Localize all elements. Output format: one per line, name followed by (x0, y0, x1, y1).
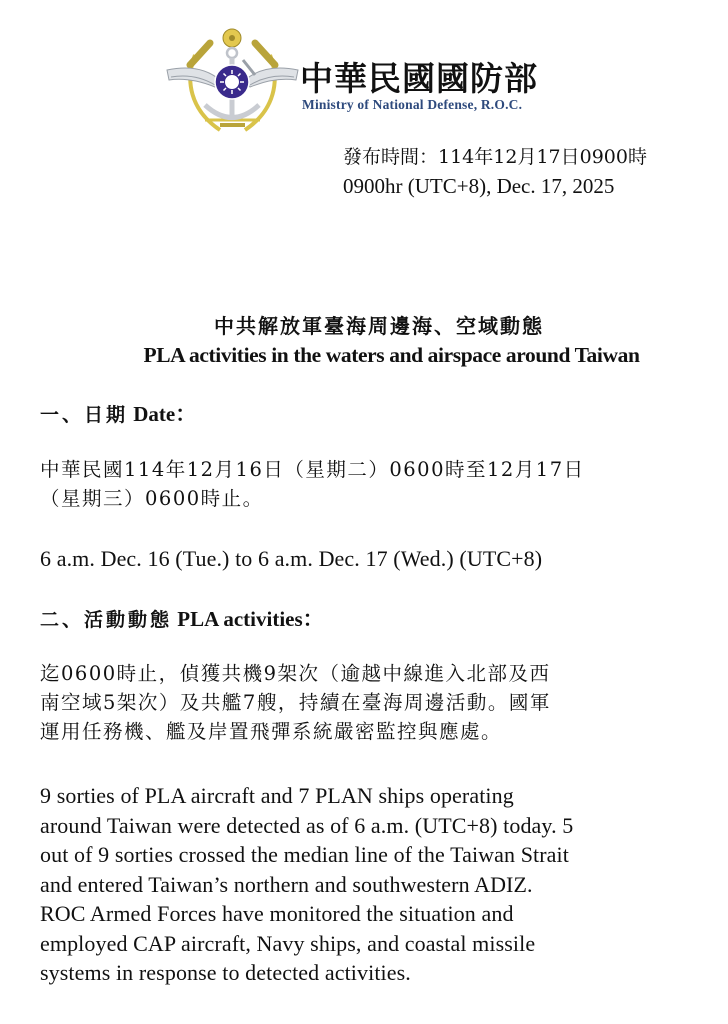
release-time-zh: 發布時間：114年12月17日0900時 (343, 146, 647, 168)
title-zh: 中共解放軍臺海周邊海、空域動態 (214, 314, 544, 338)
document-title (0, 312, 728, 370)
title-en: PLA activities in the waters and airspace around Taiwan (143, 343, 640, 367)
activities-body-en: 9 sorties of PLA aircraft and 7 PLAN ships operating around Taiwan were detected as of 6 a.m. (UTC+8) today. 5 out of 9 sorties crossed the median line of the Taiwan Strait and entered Taiwan’s northern and southwestern ADIZ. ROC Armed Forces have monitored the situation and employed CAP aircraft, Navy ships, and coastal missile systems in response to detected activities. (40, 783, 574, 985)
release-time-en: 0900hr (UTC+8), Dec. 17, 2025 (343, 174, 615, 198)
ministry-header (165, 25, 585, 140)
date-body-zh: 中華民國114年12月16日（星期二）0600時至12月17日 （星期三）0600時止。 (40, 458, 585, 510)
ministry-of-national-defense-emblem-icon (165, 25, 300, 140)
activities-body-zh: 迄0600時止，偵獲共機9架次（逾越中線進入北部及西 南空域5架次）及共艦7艘，持續在臺海周邊活動。國軍 運用任務機、艦及岸置飛彈系統嚴密監控與應處。 (40, 662, 551, 743)
date-body-en: 6 a.m. Dec. 16 (Tue.) to 6 a.m. Dec. 17 (Wed.) (UTC+8) (40, 546, 543, 571)
section-heading-date: 一、日期 Date： (40, 402, 197, 426)
section-heading-activities: 二、活動動態 PLA activities： (40, 607, 324, 631)
org-name-en: Ministry of National Defense, R.O.C. (302, 97, 523, 112)
org-name-zh: 中華民國國防部 (300, 59, 538, 98)
release-time (343, 143, 647, 201)
